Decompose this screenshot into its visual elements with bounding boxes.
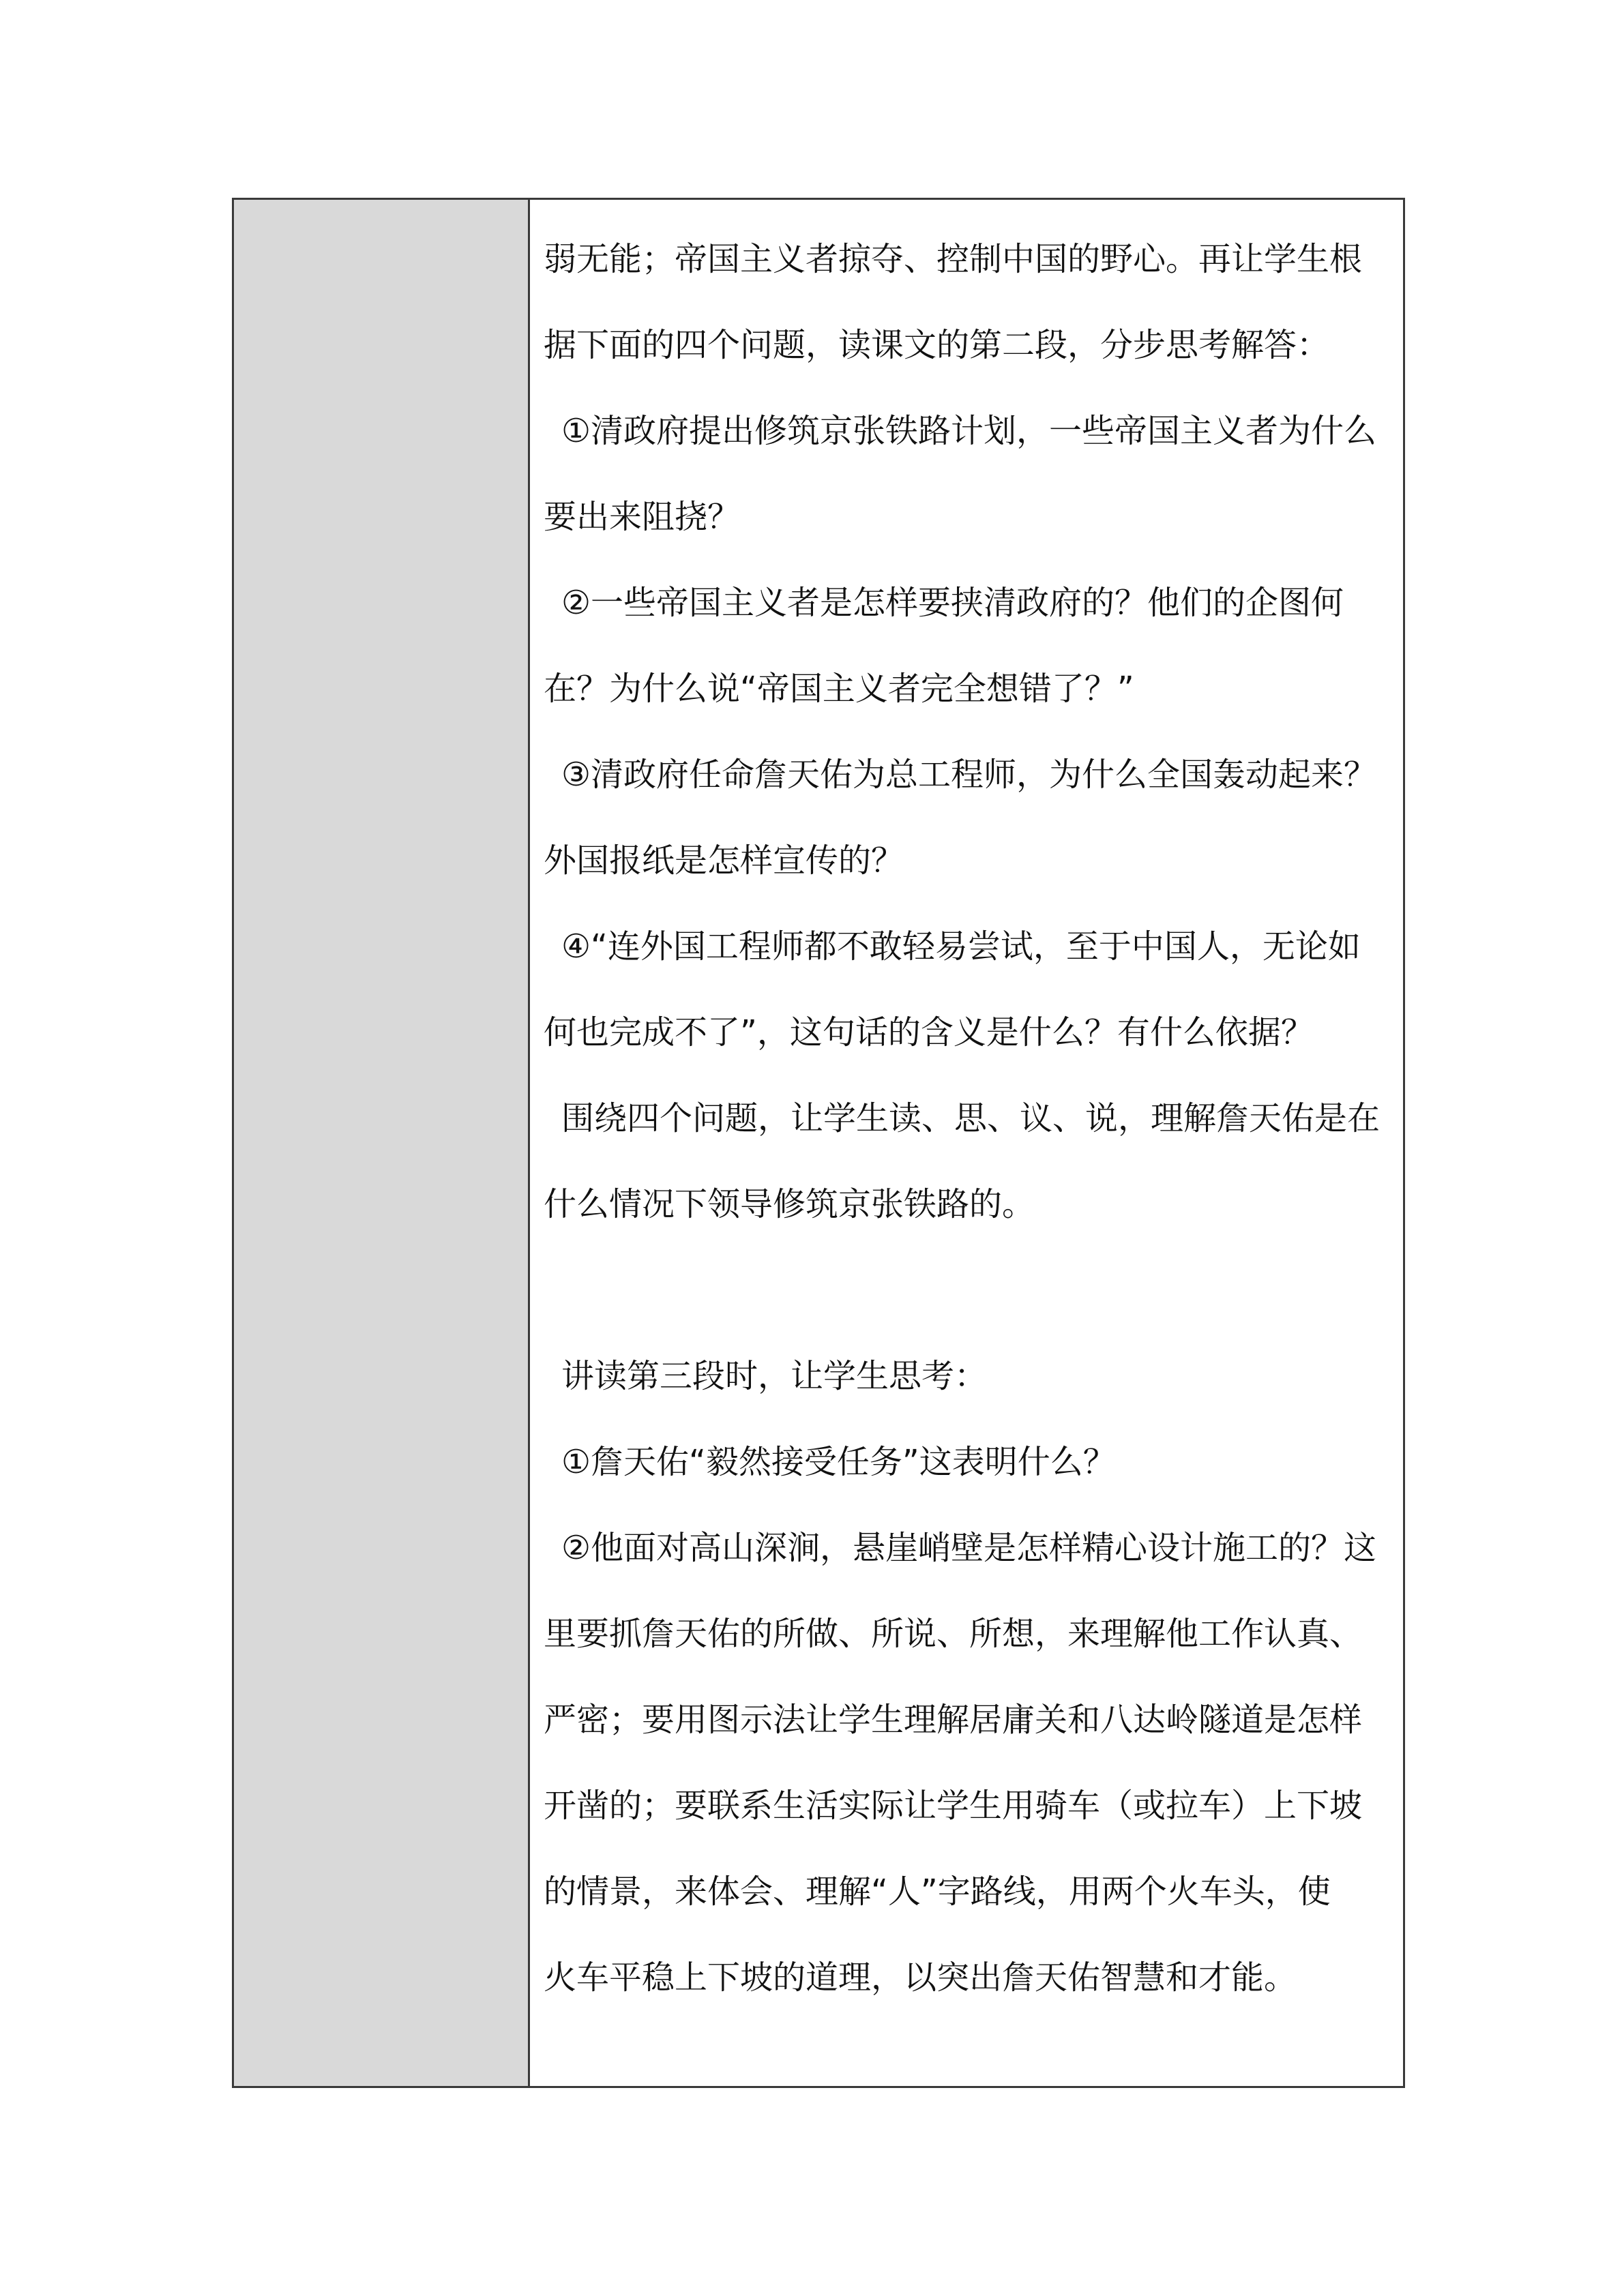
paragraph-line: 围绕四个问题，让学生读、思、议、说，理解詹天佑是在 (561, 1099, 1381, 1137)
text-line: 开凿的；要联系生活实际让学生用骑车（或拉车）上下坡 (544, 1787, 1363, 1825)
question-item: ②他面对高山深涧，悬崖峭壁是怎样精心设计施工的？这 (561, 1529, 1377, 1567)
table-content-cell (530, 200, 1403, 2086)
text-line: 火车平稳上下坡的道理，以突出詹天佑智慧和才能。 (544, 1958, 1297, 1997)
text-line: 里要抓詹天佑的所做、所说、所想，来理解他工作认真、 (544, 1615, 1363, 1653)
paragraph-line: 讲读第三段时，让学生思考： (561, 1357, 988, 1395)
question-item: ②一些帝国主义者是怎样要挟清政府的？他们的企图何 (561, 584, 1344, 622)
text-line: 要出来阻挠？ (544, 498, 741, 536)
question-item: ③清政府任命詹天佑为总工程师，为什么全国轰动起来？ (561, 756, 1377, 794)
lesson-table (232, 198, 1405, 2088)
text-line: 据下面的四个问题，读课文的第二段，分步思考解答： (544, 326, 1330, 364)
text-line: 的情景，来体会、理解“人”字路线，用两个火车头，使 (544, 1873, 1331, 1911)
text-line: 什么情况下领导修筑京张铁路的。 (544, 1185, 1035, 1223)
question-item: ④“连外国工程师都不敢轻易尝试，至于中国人，无论如 (561, 927, 1361, 966)
text-line: 外国报纸是怎样宣传的？ (544, 841, 904, 880)
text-line: 严密；要用图示法让学生理解居庸关和八达岭隧道是怎样 (544, 1701, 1363, 1739)
question-item: ①詹天佑“毅然接受任务”这表明什么？ (561, 1443, 1116, 1481)
text-line: 何也完成不了”，这句话的含义是什么？有什么依据？ (544, 1013, 1314, 1052)
table-label-cell (234, 200, 530, 2086)
blank-line (544, 1247, 1389, 1333)
question-item: ①清政府提出修筑京张铁路计划，一些帝国主义者为什么 (561, 412, 1377, 450)
text-line: 在？为什么说“帝国主义者完全想错了？” (544, 670, 1134, 708)
text-line: 弱无能；帝国主义者掠夺、控制中国的野心。再让学生根 (544, 240, 1363, 278)
